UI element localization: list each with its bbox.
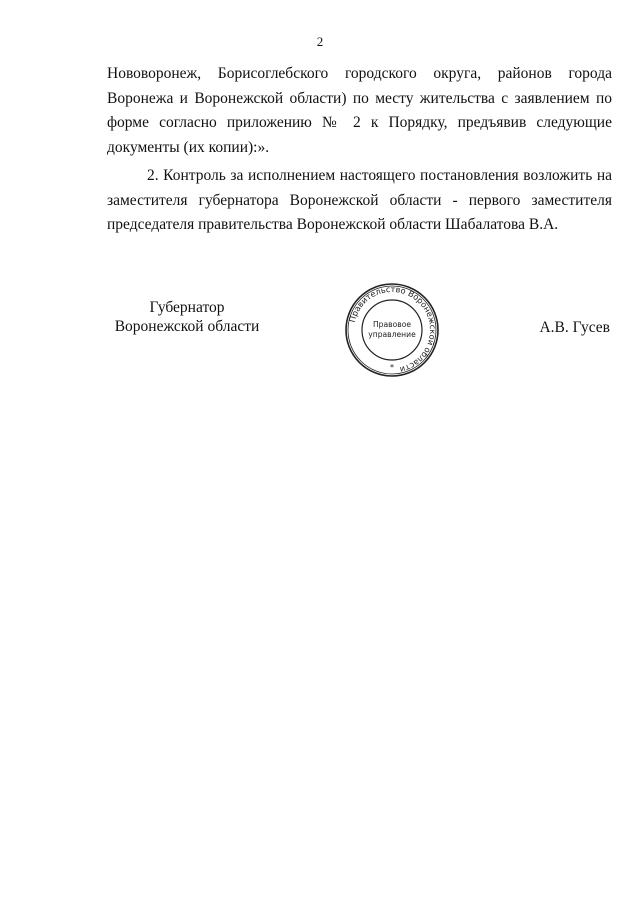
official-stamp [344, 282, 440, 378]
signatory-position-line2: Воронежской области [114, 318, 260, 335]
stamp-inner-line1: Правовое [372, 320, 412, 329]
stamp-inner-line2: управление [368, 330, 416, 339]
signatory-name: А.В. Гусев [539, 319, 610, 336]
stamp-star: * [390, 363, 394, 372]
paragraph-continuation: Нововоронеж, Борисоглебского городского округа, районов города Воронежа и Воронежской области) по месту жительства с заявлением по форме согласно приложению № 2 к Порядку, предъявив следующие документы (их копии):». [107, 65, 612, 156]
signatory-position [107, 298, 267, 336]
stamp-outer-text: Правительство Воронежской области [346, 283, 439, 376]
signatory-position-line1: Губернатор [149, 299, 225, 316]
paragraph-control-clause: 2. Контроль за исполнением настоящего постановления возложить на заместителя губернатора Воронежской области - первого заместителя председателя правительства Воронежской области Шабалатова В.А. [107, 167, 612, 233]
signature-block [0, 283, 640, 376]
document-body [107, 62, 612, 238]
page-number: 2 [316, 34, 324, 49]
